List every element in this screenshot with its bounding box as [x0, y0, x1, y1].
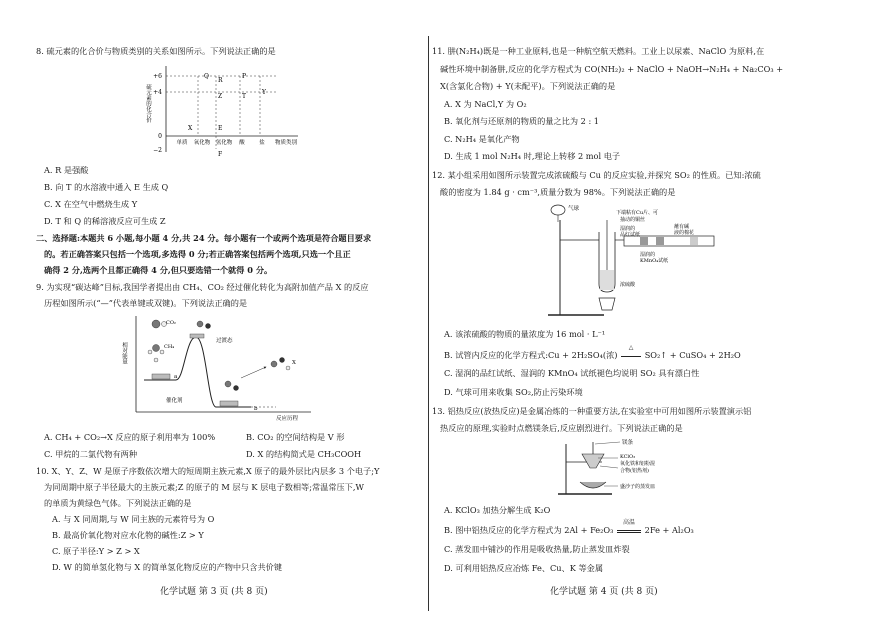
- q8-stem: 8. 硫元素的化合价与物质类别的关系如图所示。下列说法正确的是: [36, 46, 276, 56]
- q11-option-c: C. N₂H₄ 是氧化产物: [444, 134, 520, 144]
- q10-option-a: A. 与 X 同周期,与 W 同主族的元素符号为 O: [52, 514, 215, 524]
- q9-label-ch4: CH₄: [164, 344, 175, 350]
- q10-stem-2: 为同周期中原子半径最大的主族元素;Z 的原子的 M 层与 K 层电子数相等;常温常压下,W: [44, 482, 364, 492]
- q12-option-b: [444, 344, 741, 363]
- q12-stem-2: 酸的密度为 1.84 g · cm⁻³,质量分数为 98%。下列说法正确的是: [440, 187, 676, 197]
- q12-apparatus: [544, 200, 724, 320]
- q13-option-b-arrow: [616, 519, 642, 538]
- q8-ytick: −2: [153, 147, 162, 154]
- q10-option-b: B. 最高价氧化物对应水化物的碱性:Z > Y: [52, 530, 204, 540]
- q12-option-b-post: SO₂↑ + CuSO₄ + 2H₂O: [644, 350, 741, 360]
- q13-stem-2: 热反应的原理,实验时点燃镁条后,反应剧烈进行。下列说法正确的是: [440, 423, 683, 433]
- q12-label: KMnO₄试纸: [640, 258, 669, 264]
- q9-label-co2: CO₂: [166, 320, 176, 326]
- q9-option-a: A. CH₄ + CO₂→X 反应的原子利用率为 100%: [44, 432, 216, 442]
- q12-label: 浓硫酸: [620, 282, 636, 288]
- q11-option-d: D. 生成 1 mol N₂H₄ 时,理论上转移 2 mol 电子: [444, 151, 621, 161]
- q8-xcat: 单质: [176, 140, 188, 146]
- q9-stem-2: 历程如图所示(“—”代表单键或双键)。下列说法正确的是: [44, 298, 248, 308]
- q8-point: X: [188, 125, 193, 132]
- q9-label-a: a: [174, 374, 178, 380]
- section2-line2: 的。若正确答案只包括一个选项,多选得 0 分;若正确答案包括两个选项,只选一个且正: [44, 249, 351, 259]
- q8-xcat: 酸: [239, 140, 245, 146]
- q13-option-b-cond: 高温: [623, 519, 636, 526]
- q12-label: 下端粘有Cu片、可: [616, 210, 659, 216]
- section2-line3: 确得 2 分,选两个且都正确得 4 分,但只要选错一个就得 0 分。: [44, 265, 273, 275]
- q12-option-c: C. 湿润的品红试纸、湿润的 KMnO₄ 试纸褪色均说明 SO₂ 具有漂白性: [444, 368, 700, 378]
- q8-xcat: 氢化物: [215, 140, 233, 146]
- q12-label: 抽动的铜丝: [620, 217, 646, 223]
- q12-label: 湿润的: [620, 226, 636, 232]
- q9-label-b: b: [254, 406, 258, 412]
- q8-xcat: 氧化物: [193, 140, 211, 146]
- q12-label: 蘸有碱: [674, 224, 690, 230]
- q12-option-a: A. 该浓硫酸的物质的量浓度为 16 mol · L⁻¹: [444, 329, 606, 339]
- q8-point: R: [218, 77, 223, 84]
- q13-option-d: D. 可利用铝热反应冶炼 Fe、Cu、K 等金属: [444, 563, 604, 573]
- q8-option-b: B. 向 T 的水溶液中通入 E 生成 Q: [44, 182, 169, 192]
- q11-stem-1: 11. 肼(N₂H₄)既是一种工业原料,也是一种航空航天燃料。工业上以尿素、NaClO 为原料,在: [432, 46, 765, 56]
- q9-xlabel: 反应历程: [276, 416, 299, 422]
- q9-figure: [116, 312, 316, 422]
- q13-label: KClO₃: [620, 454, 636, 460]
- q12-option-b-arrow: [620, 344, 642, 363]
- q8-option-c: C. X 在空气中燃烧生成 Y: [44, 199, 138, 209]
- q8-point: E: [218, 125, 223, 132]
- section2-line1: 二、选择题:本题共 6 小题,每小题 4 分,共 24 分。每小题有一个或两个选项是符合题目要求: [36, 233, 372, 243]
- q13-option-c: C. 蒸发皿中铺沙的作用是吸收热量,防止蒸发皿炸裂: [444, 544, 630, 554]
- q12-label: 气球: [568, 206, 580, 212]
- q11-option-a: A. X 为 NaCl,Y 为 O₂: [444, 99, 527, 109]
- q11-stem-2: 碱性环境中制备肼,反应的化学方程式为 CO(NH₂)₂ + NaClO + NaOH→N₂H₄ + Na₂CO₃ +: [440, 64, 784, 74]
- q10-stem-1: 10. X、Y、Z、W 是原子序数依次增大的短周期主族元素,X 原子的最外层比内层多 3 个电子;Y: [36, 466, 380, 476]
- q9-label-x: X: [292, 360, 296, 366]
- q13-label: 合物(铝热剂): [620, 468, 649, 474]
- left-page: [0, 0, 425, 630]
- q8-ytick: 0: [158, 133, 162, 140]
- q13-option-b: [444, 519, 694, 538]
- q12-option-b-pre: B. 试管内反应的化学方程式:Cu + 2H₂SO₄(浓): [444, 350, 618, 360]
- q12-label: 湿润的: [640, 252, 656, 258]
- q13-label: 镁条: [622, 440, 634, 446]
- q9-option-d: D. X 的结构简式是 CH₃COOH: [246, 449, 362, 459]
- q13-stem-1: 13. 铝热反应(放热反应)是金属冶炼的一种重要方法,在实验室中可用如图所示装置演示铝: [432, 406, 752, 416]
- column-divider: [428, 36, 429, 611]
- q8-point: T: [242, 93, 247, 100]
- q10-stem-3: 的单质为黄绿色气体。下列说法正确的是: [44, 498, 192, 508]
- q13-label: 盛沙子的蒸发皿: [620, 484, 656, 490]
- q13-label: 氧化铁和铝粉混: [620, 461, 656, 467]
- q8-ylabel: 硫元素的化合价: [145, 84, 151, 123]
- q8-point: F: [218, 151, 223, 158]
- q11-option-b: B. 氧化剂与还原剂的物质的量之比为 2 : 1: [444, 116, 600, 126]
- q8-xlabel: 物质类别: [274, 140, 298, 146]
- q13-apparatus: [552, 436, 712, 498]
- q12-option-d: D. 气球可用来收集 SO₂,防止污染环境: [444, 387, 583, 397]
- q12-label: 品红试纸: [620, 232, 641, 238]
- q8-point: Y: [262, 89, 266, 96]
- right-page: [432, 0, 870, 630]
- q8-option-a: A. R 是强酸: [44, 165, 89, 175]
- page-footer-right: 化学试题 第 4 页 (共 8 页): [550, 587, 658, 597]
- q8-point: P: [242, 73, 247, 80]
- q9-ylabel: 相对能量: [121, 342, 127, 364]
- q10-option-d: D. W 的简单氢化物与 X 的简单氢化物反应的产物中只含共价键: [52, 562, 283, 572]
- q9-label-catalyst: 催化剂: [166, 398, 183, 404]
- q13-option-b-pre: B. 图中铝热反应的化学方程式为 2Al + Fe₂O₃: [444, 525, 614, 535]
- q8-ytick: +6: [153, 73, 162, 80]
- q9-option-b: B. CO₂ 的空间结构是 V 形: [246, 432, 345, 442]
- q8-xcat: 盐: [259, 140, 265, 146]
- q8-ytick: +4: [153, 89, 162, 96]
- q9-option-c: C. 甲烷的二氯代物有两种: [44, 449, 138, 459]
- q12-label: 液的棉花: [674, 230, 695, 236]
- q8-figure: [138, 64, 313, 164]
- q8-point: Q: [204, 73, 209, 80]
- q10-option-c: C. 原子半径:Y > Z > X: [52, 546, 140, 556]
- q11-stem-3: X(含氯化合物) + Y(未配平)。下列说法正确的是: [440, 81, 616, 91]
- q12-stem-1: 12. 某小组采用如图所示装置完成浓硫酸与 Cu 的反应实验,并探究 SO₂ 的性质。已知:浓硫: [432, 170, 761, 180]
- q9-stem-1: 9. 为实现“碳达峰”目标,我国学者提出由 CH₄、CO₂ 经过催化转化为高附加值产品 X 的反应: [36, 282, 369, 292]
- q8-option-d: D. T 和 Q 的稀溶液反应可生成 Z: [44, 216, 166, 226]
- q13-option-b-post: 2Fe + Al₂O₃: [644, 525, 694, 535]
- q12-option-b-cond: △: [628, 344, 634, 351]
- q9-label-transition: 过渡态: [216, 338, 233, 344]
- q13-option-a: A. KClO₃ 加热分解生成 K₂O: [444, 505, 551, 515]
- page-footer-left: 化学试题 第 3 页 (共 8 页): [160, 587, 268, 597]
- q8-point: Z: [218, 93, 223, 100]
